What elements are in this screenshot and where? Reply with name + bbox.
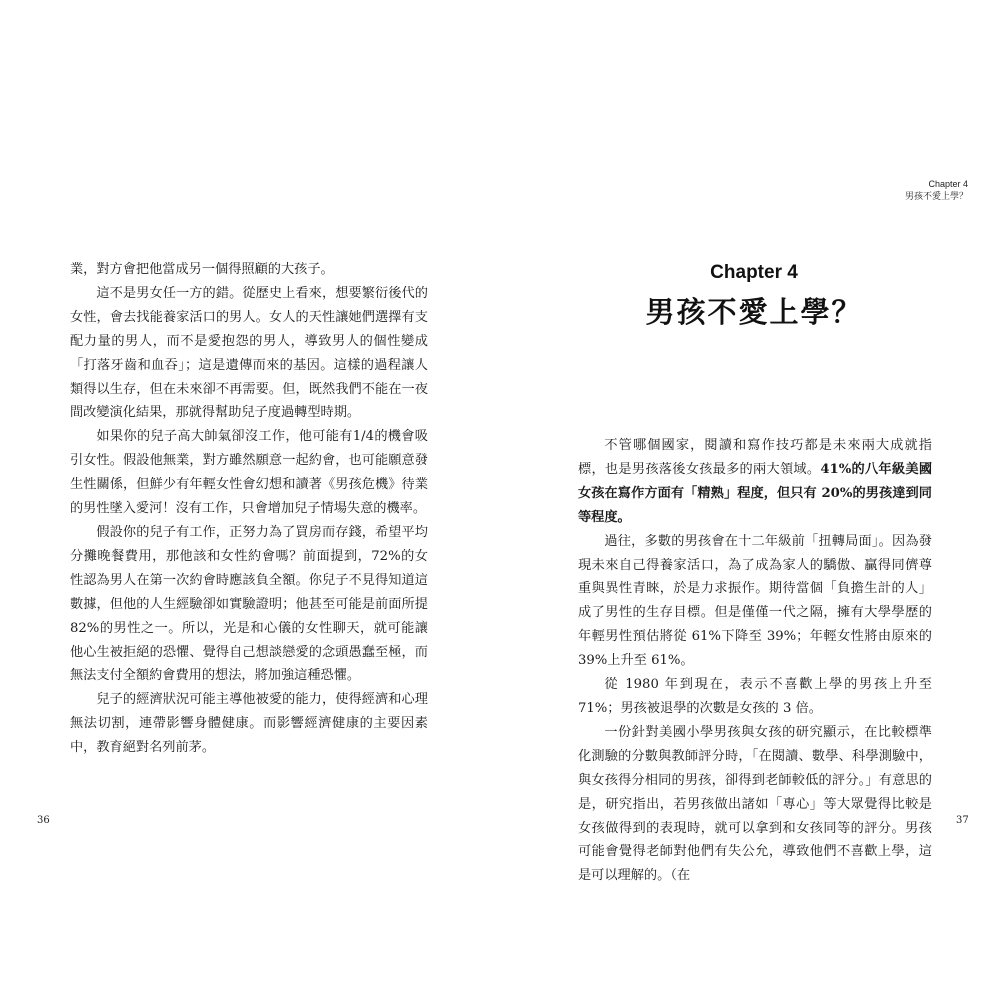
intro-plain-text: 不管哪個國家，閱讀和寫作技巧都是未來兩大成就指標，也是男孩落後女孩最多的兩大領域。 — [578, 438, 932, 477]
intro-bold-text: 41%的八年級美國女孩在寫作方面有「精熟」程度，但只有 20%的男孩達到同等程度。 — [578, 461, 933, 525]
page-number-left: 36 — [37, 815, 50, 826]
paragraph: 業，對方會把他當成另一個得照顧的大孩子。 — [70, 262, 334, 277]
running-head — [905, 178, 968, 202]
paragraph: 從 1980 年到現在，表示不喜歡上學的男孩上升至 71%；男孩被退學的次數是女孩的 3 倍。 — [578, 677, 932, 716]
paragraph: 一份針對美國小學男孩與女孩的研究顯示，在比較標準化測驗的分數與教師評分時，「在閱讀、數學、科學測驗中，與女孩得分相同的男孩，卻得到老師較低的評分。」有意思的是，研究指出，若男孩做出諸如「專心」等大眾覺得比較是女孩做得到的表現時，就可以拿到和女孩同等的評分。男孩可能會覺得老師對他們有失公允，導致他們不喜歡上學，這是可以理解的。（在 — [578, 724, 932, 884]
paragraph: 假設你的兒子有工作，正努力為了買房而存錢，希望平均分攤晚餐費用，那他該和女性約會嗎？前面提到，72%的女性認為男人在第一次約會時應該負全額。你兒子不見得知道這數據，但他的人生經驗卻如實驗證明；他甚至可能是前面所提 82%的男性之一。所以，光是和心儀的女性聊天，就可能讓他心生被拒絕的恐懼、覺得自己想談戀愛的念頭愚蠢至極，而無法支付全額約會費用的想法，將加強這種恐懼。 — [70, 524, 428, 684]
running-head-title: 男孩不愛上學？ — [904, 191, 968, 201]
paragraph: 過往，多數的男孩會在十二年級前「扭轉局面」。因為發現未來自己得養家活口，為了成為家人的驕傲、贏得同儕尊重與異性青睞，於是力求振作。期待當個「負擔生計的人」成了男性的生存目標。但是僅僅一代之隔，擁有大學學歷的年輕男性預估將從 61%下降至 39%；年輕女性將由原來的 39%上升至 61%。 — [578, 533, 932, 669]
chapter-title: 男孩不愛上學？ — [645, 295, 863, 329]
running-head-chapter: Chapter 4 — [928, 179, 968, 189]
page-number-right: 37 — [956, 815, 969, 826]
paragraph: 如果你的兒子高大帥氣卻沒工作，他可能有1/4的機會吸引女性。假設他無業，對方雖然願意一起約會，也可能願意發生性關係，但鮮少有年輕女性會幻想和讀著《男孩危機》待業的男性墜入愛河！沒有工作，只會增加兒子情場失意的機率。 — [70, 429, 428, 517]
paragraph: 兒子的經濟狀況可能主導他被愛的能力，使得經濟和心理無法切割，連帶影響身體健康。而影響經濟健康的主要因素中，教育絕對名列前茅。 — [70, 692, 428, 756]
chapter-label: Chapter 4 — [710, 262, 798, 283]
right-body-text — [578, 434, 932, 888]
left-body-text — [70, 258, 428, 760]
paragraph: 這不是男女任一方的錯。從歷史上看來，想要繁衍後代的女性，會去找能養家活口的男人。女人的天性讓她們選擇有支配力量的男人，而不是愛抱怨的男人，導致男人的個性變成「打落牙齒和血吞」；這是遺傳而來的基因。這樣的過程讓人類得以生存，但在未來卻不再需要。但，既然我們不能在一夜間改變演化結果，那就得幫助兒子度過轉型時期。 — [70, 285, 428, 421]
intro-paragraph — [578, 434, 932, 530]
